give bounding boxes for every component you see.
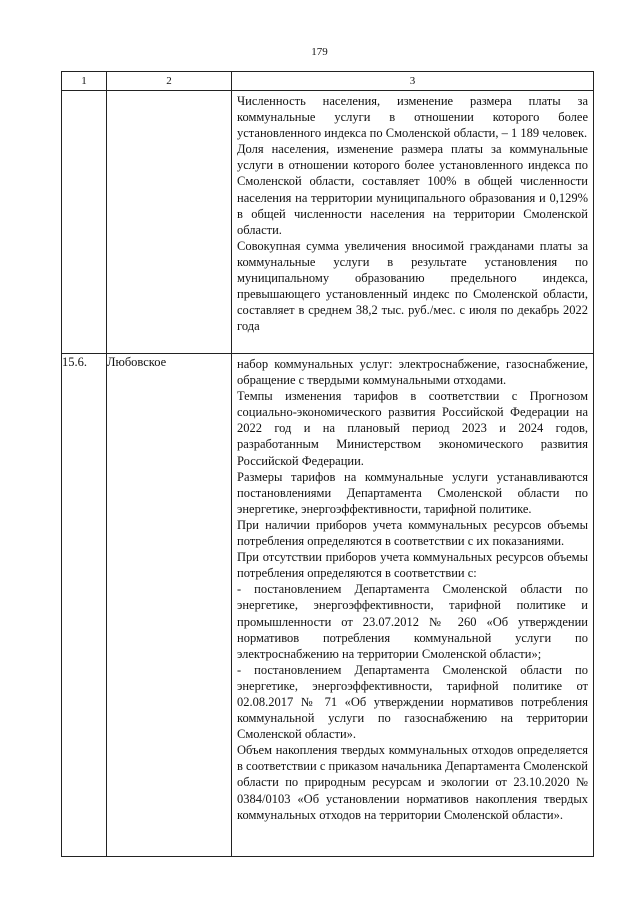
paragraph: Совокупная сумма увеличения вносимой гражданами платы за коммунальные услуги в результате установления по муниципальному образованию предельного индекса, превышающего установленный индекс по Смоленской области, составляет в среднем 38,2 тыс. руб./мес. с июля по декабрь 2022 года <box>237 238 588 334</box>
header-cell-2: 2 <box>107 72 232 91</box>
header-cell-3: 3 <box>232 72 594 91</box>
paragraph: набор коммунальных услуг: электроснабжение, газоснабжение, обращение с твердыми коммунальными отходами. <box>237 357 588 388</box>
paragraph: - постановлением Департамента Смоленской области по энергетике, энергоэффективности, тарифной политике от 02.08.2017 № 71 «Об утверждении нормативов потребления коммунальной услуги по газоснабжению на территории Смоленской области». <box>237 662 588 742</box>
table-header-row <box>62 72 594 91</box>
row-number <box>62 91 107 354</box>
table-row <box>62 354 594 857</box>
paragraph: Объем накопления твердых коммунальных отходов определяется в соответствии с приказом начальника Департамента Смоленской области по природным ресурсам и экологии от 23.10.2020 № 0384/0103 «Об установлении нормативов накопления твердых коммунальных отходов на территории Смоленской области». <box>237 743 588 822</box>
municipality-name <box>107 91 232 354</box>
page-number: 179 <box>311 46 328 58</box>
paragraph: Темпы изменения тарифов в соответствии с Прогнозом социально-экономического развития Российской Федерации на 2022 год и на плановый период 2023 и 2024 годов, разработанным Министерством экономического развития Российской Федерации. <box>237 389 588 468</box>
paragraph: Доля населения, изменение размера платы за коммунальные услуги в отношении которого более установленного индекса по Смоленской области, составляет 100% в общей численности населения на территории муниципального образования и 0,129% в общей численности населения на территории Смоленской области. <box>237 142 588 237</box>
paragraph: При отсутствии приборов учета коммунальных ресурсов объемы потребления определяются в соответствии с: <box>237 550 588 581</box>
municipality-name: Любовское <box>107 354 232 857</box>
paragraph: Размеры тарифов на коммунальные услуги устанавливаются постановлениями Департамента Смоленской области по энергетике, энергоэффективности, тарифной политике. <box>237 469 588 516</box>
paragraph: Численность населения, изменение размера платы за коммунальные услуги в отношении которого более установленного индекса по Смоленской области, – 1 189 человек. <box>237 94 588 141</box>
table-row <box>62 91 594 354</box>
description-cell <box>232 354 594 857</box>
row-number: 15.6. <box>62 354 107 857</box>
header-cell-1: 1 <box>62 72 107 91</box>
paragraph: При наличии приборов учета коммунальных ресурсов объемы потребления определяются в соответствии с их показаниями. <box>237 517 588 549</box>
description-cell <box>232 91 594 354</box>
paragraph: - постановлением Департамента Смоленской области по энергетике, энергоэффективности, тарифной политике и промышленности от 23.07.2012 № 260 «Об утверждении нормативов потребления коммунальной услуги по электроснабжению на территории Смоленской области»; <box>237 582 588 661</box>
document-table <box>61 71 594 857</box>
